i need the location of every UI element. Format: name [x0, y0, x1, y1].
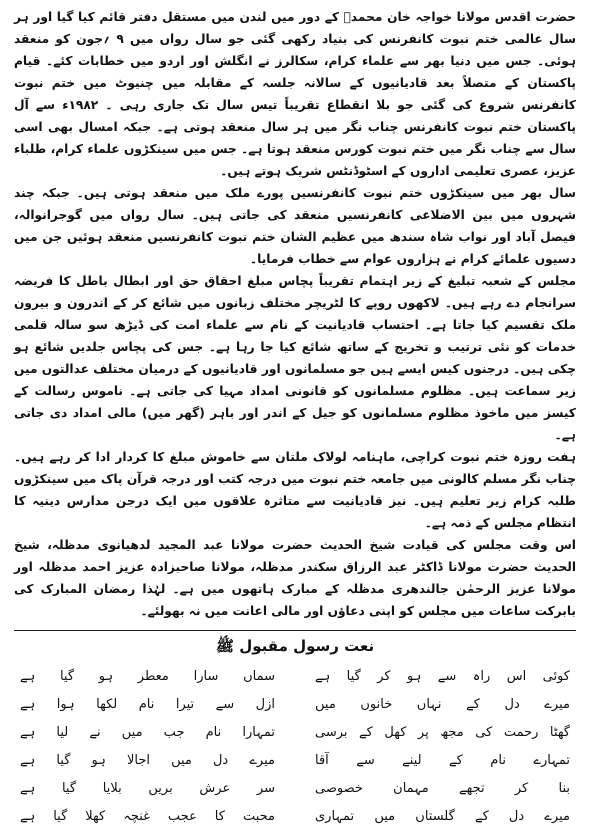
poem-right-column — [315, 663, 570, 831]
article-paragraph-4: ہفت روزہ ختم نبوت کراچی، ماہنامہ لولاک ملتان سے خاموش مبلغ کا کردار ادا کر رہے ہیں۔ چناب نگر مسلم کالونی میں جامعہ ختم نبوت میں درجہ کتب اور درجہ قرآن پاک میں سینکڑوں طلبہ کرام زیر تعلیم ہیں۔ نیز قادیانیت سے متاثرہ علاقوں میں ایک درجن مدارس دینیہ کا انتظام مجلس کے ذمہ ہے۔ — [14, 450, 576, 530]
poem-left-column — [20, 663, 275, 831]
article-paragraph-5: اس وقت مجلس کی قیادت شیخ الحدیث حضرت مولانا عبد المجید لدھیانوی مدظلہ، شیخ الحدیث حضرت مولانا ڈاکٹر عبد الرزاق سکندر مدظلہ، مولانا صاحبزادہ عزیز احمد مدظلہ اور مولانا عزیز الرحمٰن جالندھری مدظلہ کے مبارک ہاتھوں میں ہے۔ لہٰذا رمضان المبارک کی بابرکت ساعات میں مجلس کو اپنی دعاؤں اور مالی اعانت میں نہ بھولئے۔ — [14, 538, 576, 618]
poem-title: نعت رسول مقبول ﷺ — [215, 637, 375, 655]
verse-line: میرے دل میں اجالا ہو گیا ہے — [20, 753, 275, 768]
verse-line: سر عرش بریں بلایا گیا ہے — [20, 781, 275, 796]
article-paragraph-1: حضرت اقدس مولانا خواجہ خان محمدؒ کے دور میں لندن میں مستقل دفتر قائم کیا گیا اور ہر سال عالمی ختم نبوت کانفرنس کی بنیاد رکھی گئی جو سال رواں میں ۹ ؍جون کو منعقد ہوئی۔ جس میں دنیا بھر سے علماء کرام، سکالرز نے انگلش اور اردو میں خطابات کئے۔ قیام پاکستان کے متصلاً بعد قادیانیوں کے سالانہ جلسہ کے مقابلہ میں چنیوٹ میں ختم نبوت کانفرنس شروع کی گئی جو بلا انقطاع تقریباً تیس سال تک جاری رہی ۔ ۱۹۸۲ء سے آل پاکستان ختم نبوت کانفرنس چناب نگر میں ہر سال منعقد ہوتی ہے۔ جبکہ امسال بھی اسی سال سے چناب نگر میں ختم نبوت کورس منعقد ہوتا ہے۔ جس میں سینکڑوں علماء کرام، طلباء عزیز، عصری تعلیمی اداروں کے اسٹوڈنٹس شریک ہوتے ہیں۔ — [14, 10, 577, 178]
verse-line: محبت کا عجب غنچہ کھلا گیا ہے — [20, 809, 275, 824]
verse-line: گھٹا رحمت کی مجھ پر کھل کے برسی — [315, 725, 570, 740]
verse-line: میرے دل کے گلستاں میں تمہاری — [315, 809, 570, 824]
verse-line: بنا کر تجھے مہمان خصوصی — [315, 781, 570, 796]
article-paragraph-3: مجلس کے شعبہ تبلیغ کے زیر اہتمام تقریباً پچاس مبلغ احقاق حق اور ابطال باطل کا فریضہ سرانجام دے رہے ہیں۔ لاکھوں روپے کا لٹریچر مختلف زبانوں میں شائع کر کے اندرون و بیرون ملک تقسیم کیا جاتا ہے۔ احتساب قادیانیت کے نام سے علماء امت کی ڈیڑھ سو سالہ قلمی خدمات کو نئی ترتیب و تخریج کے ساتھ شائع کیا جا رہا ہے۔ جس کی پچاس جلدیں شائع ہو چکی ہیں۔ درجنوں کیس ایسے ہیں جو مسلمانوں اور قادیانیوں کے درمیان مختلف عدالتوں میں زیر سماعت ہیں۔ مظلوم مسلمانوں کو قانونی امداد مہیا کی جاتی ہے۔ ناموس رسالت کے کیسز میں ماخوذ مظلوم مسلمانوں کو جیل کے اندر اور باہر (گھر میں) مالی امداد دی جاتی ہے۔ — [14, 274, 576, 442]
article-paragraph-2: سال بھر میں سینکڑوں ختم نبوت کانفرنسیں پورے ملک میں منعقد ہوتی ہیں۔ جبکہ چند شہروں میں بین الاضلاعی کانفرنسیں منعقد کی جاتی ہیں۔ سال رواں میں گوجرانوالہ، فیصل آباد اور نواب شاہ سندھ میں عظیم الشان ختم نبوت کانفرنسیں منعقد ہوئیں جن میں دسیوں علمائے کرام نے ہزاروں عوام سے خطاب فرمایا۔ — [14, 186, 576, 266]
poem — [14, 663, 576, 831]
verse-line: سماں سارا معطر ہو گیا ہے — [20, 669, 275, 684]
verse-line: کوئی اس راہ سے ہو کر گیا ہے — [315, 669, 570, 684]
verse-line: ازل سے تیرا نام لکھا ہوا ہے — [20, 697, 275, 712]
article-body — [14, 6, 576, 622]
section-divider — [14, 630, 576, 631]
verse-line: تمہارا نام جب میں نے لیا ہے — [20, 725, 275, 740]
verse-line: تمہارے نام کے لینے سے آقا — [315, 753, 570, 768]
verse-line: میرے دل کے نہاں خانوں میں — [315, 697, 570, 712]
